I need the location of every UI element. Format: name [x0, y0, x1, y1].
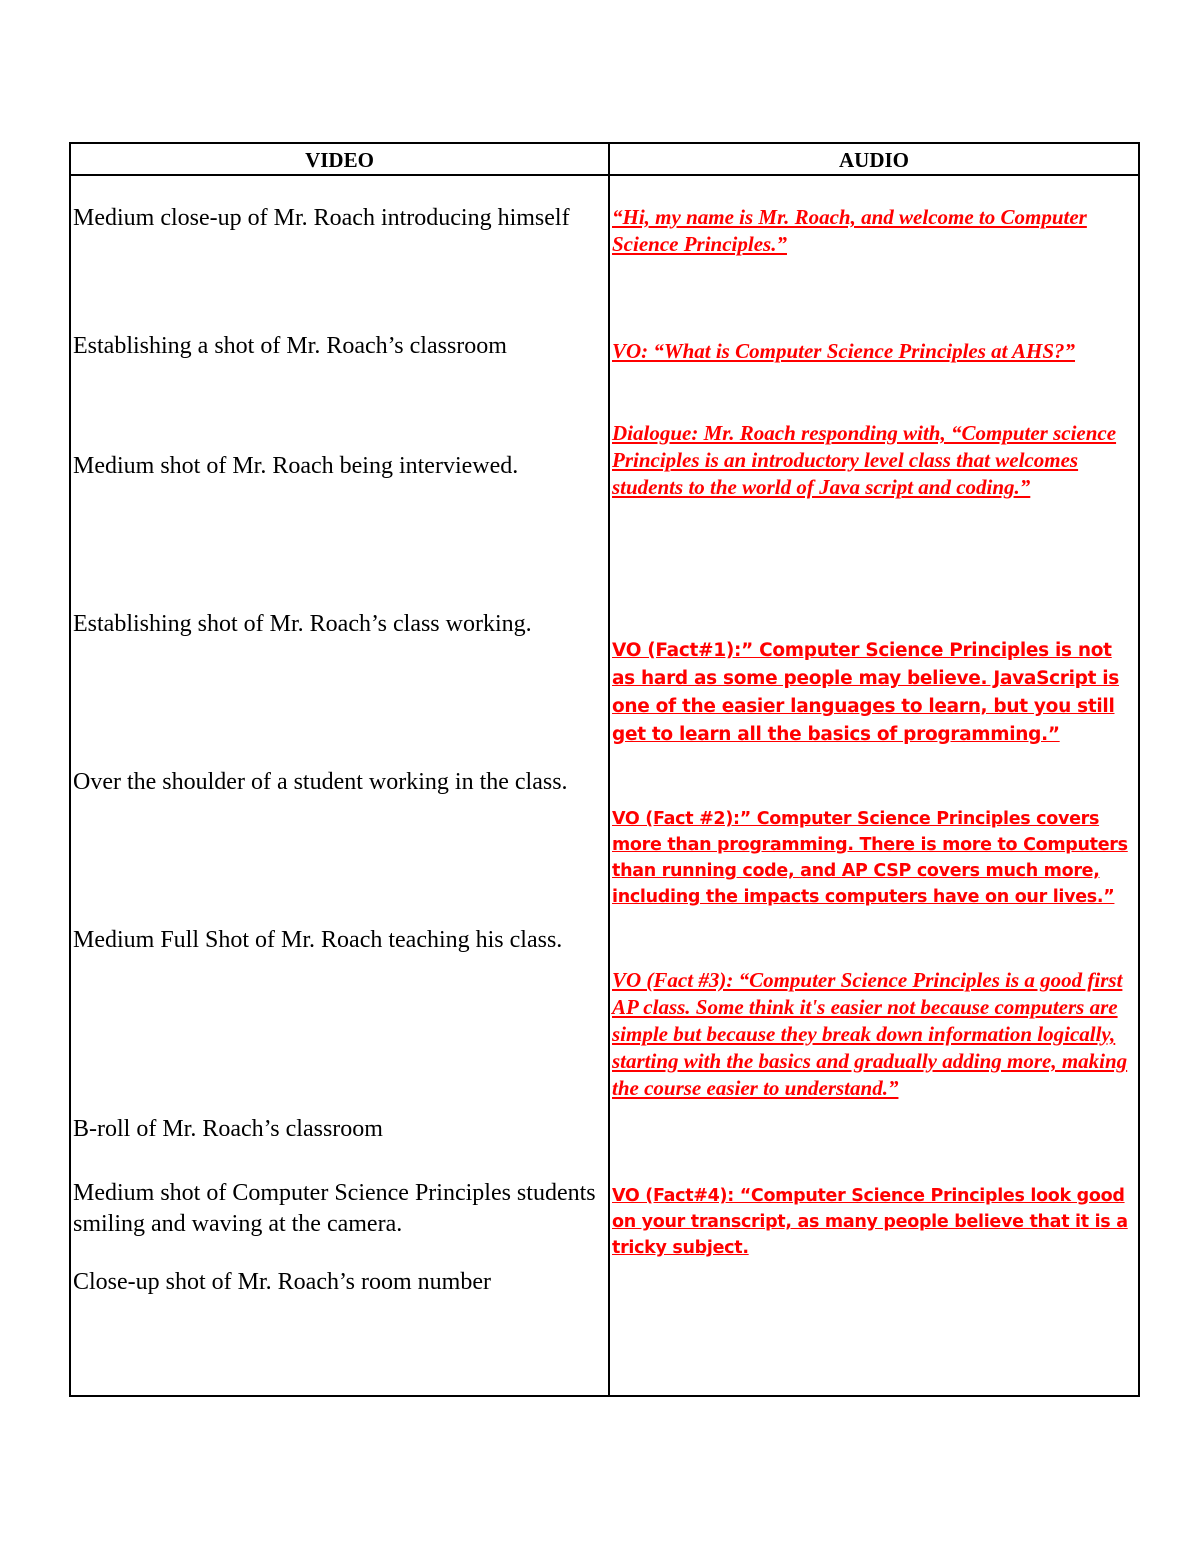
audio-cue-5: VO (Fact #2):” Computer Science Principles covers more than programming. There is more to Computers than running code, and AP CSP covers much more, including the impacts computers have on our lives.” [612, 809, 1128, 907]
video-column-header: VIDEO [305, 148, 374, 172]
audio-cue-4: VO (Fact#1):” Computer Science Principles is not as hard as some people may believe. JavaScript is one of the easier languages to learn, but you still get to learn all the basics of programming.” [612, 640, 1120, 745]
audio-cue-6: VO (Fact #3): “Computer Science Principles is a good first AP class. Some think it's easier not because computers are simple but because they break down information logically, starting with the basics and gradually adding more, making the course easier to understand.” [612, 968, 1128, 1100]
column-divider [608, 144, 610, 1395]
video-cue-2: Establishing a shot of Mr. Roach’s classroom [73, 333, 507, 359]
video-cue-4: Establishing shot of Mr. Roach’s class working. [73, 611, 532, 637]
video-cue-3: Medium shot of Mr. Roach being interviewed. [73, 453, 519, 479]
audio-cue-2: VO: “What is Computer Science Principles at AHS?” [612, 339, 1076, 363]
audio-cue-1: “Hi, my name is Mr. Roach, and welcome to Computer Science Principles.” [612, 205, 1087, 256]
script-table [69, 142, 1140, 1397]
audio-cue-3: Dialogue: Mr. Roach responding with, “Computer science Principles is an introductory level class that welcomes students to the world of Java script and coding.” [612, 421, 1117, 499]
video-cue-9: Close-up shot of Mr. Roach’s room number [73, 1269, 491, 1295]
video-cue-1: Medium close-up of Mr. Roach introducing himself [73, 205, 570, 231]
video-cue-7: B-roll of Mr. Roach’s classroom [73, 1116, 383, 1142]
header-divider [71, 174, 1138, 176]
audio-column-header: AUDIO [838, 148, 909, 172]
video-cue-6: Medium Full Shot of Mr. Roach teaching his class. [73, 927, 563, 953]
video-cue-8: Medium shot of Computer Science Principles students smiling and waving at the camera. [73, 1180, 596, 1237]
video-cue-5: Over the shoulder of a student working in the class. [73, 769, 568, 795]
audio-cue-7: VO (Fact#4): “Computer Science Principles look good on your transcript, as many people believe that it is a tricky subject. [612, 1186, 1128, 1258]
